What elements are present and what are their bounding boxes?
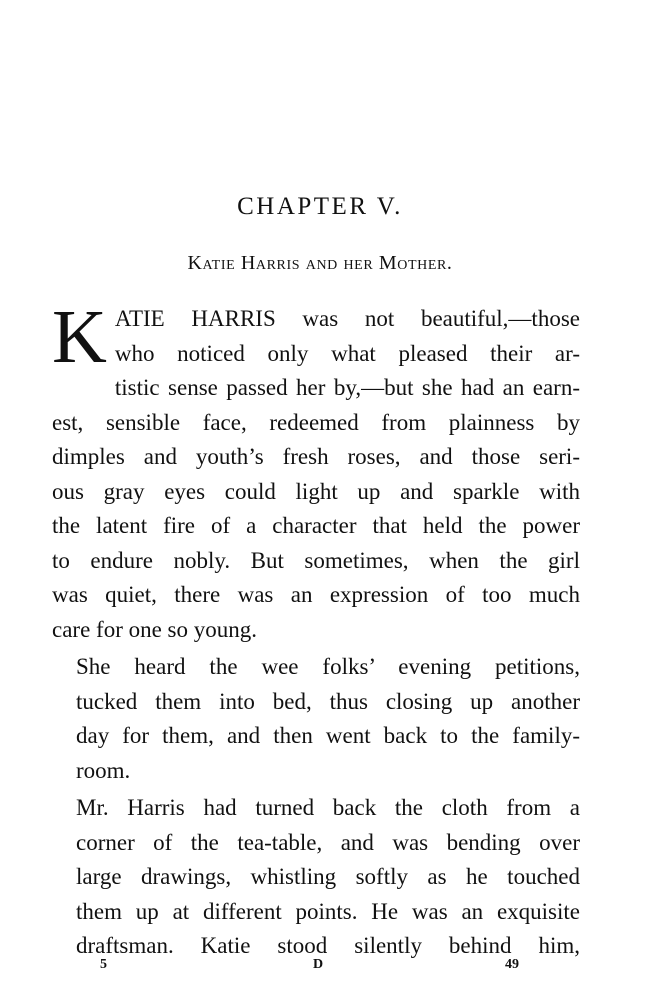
text-line: the latent fire of a character that held the power xyxy=(52,513,580,538)
text-line: ATIE HARRIS was not beautiful,—those xyxy=(114,306,580,331)
text-line: large drawings, whistling softly as he touched xyxy=(76,864,580,889)
drop-cap: K xyxy=(52,295,107,379)
chapter-body xyxy=(52,295,580,964)
text-line: She heard the wee folks’ evening petitions, xyxy=(76,654,580,679)
page-number: 49 xyxy=(505,957,519,972)
text-line: ous gray eyes could light up and sparkle with xyxy=(52,478,580,504)
page-footer xyxy=(0,957,667,981)
text-line: tucked them into bed, thus closing up another xyxy=(76,688,580,714)
paragraph-1 xyxy=(52,295,580,647)
text-line: who noticed only what pleased their ar- xyxy=(114,340,580,366)
text-line: draftsman. Katie stood silently behind him, xyxy=(76,933,580,958)
paragraph-3 xyxy=(52,791,580,964)
text-line: est, sensible face, redeemed from plainness by xyxy=(52,409,580,435)
text-line: Mr. Harris had turned back the cloth from a xyxy=(76,795,580,820)
text-line: to endure nobly. But sometimes, when the girl xyxy=(52,547,580,573)
text-line: dimples and youth’s fresh roses, and those seri- xyxy=(52,444,580,469)
text-line: them up at different points. He was an exquisite xyxy=(76,898,580,924)
signature-letter: D xyxy=(313,957,324,972)
paragraph-2 xyxy=(52,650,580,788)
chapter-heading: CHAPTER V. xyxy=(237,193,403,220)
text-line: was quiet, there was an expression of too much xyxy=(52,582,580,607)
chapter-subtitle: Katie Harris and her Mother. xyxy=(187,252,453,274)
signature-mark: 5 xyxy=(100,957,107,972)
text-line: corner of the tea-table, and was bending over xyxy=(76,829,580,855)
text-line: care for one so young. xyxy=(52,616,258,642)
text-line: tistic sense passed her by,—but she had an earn- xyxy=(114,375,580,400)
text-line: room. xyxy=(76,757,131,783)
text-line: day for them, and then went back to the family- xyxy=(76,723,580,748)
